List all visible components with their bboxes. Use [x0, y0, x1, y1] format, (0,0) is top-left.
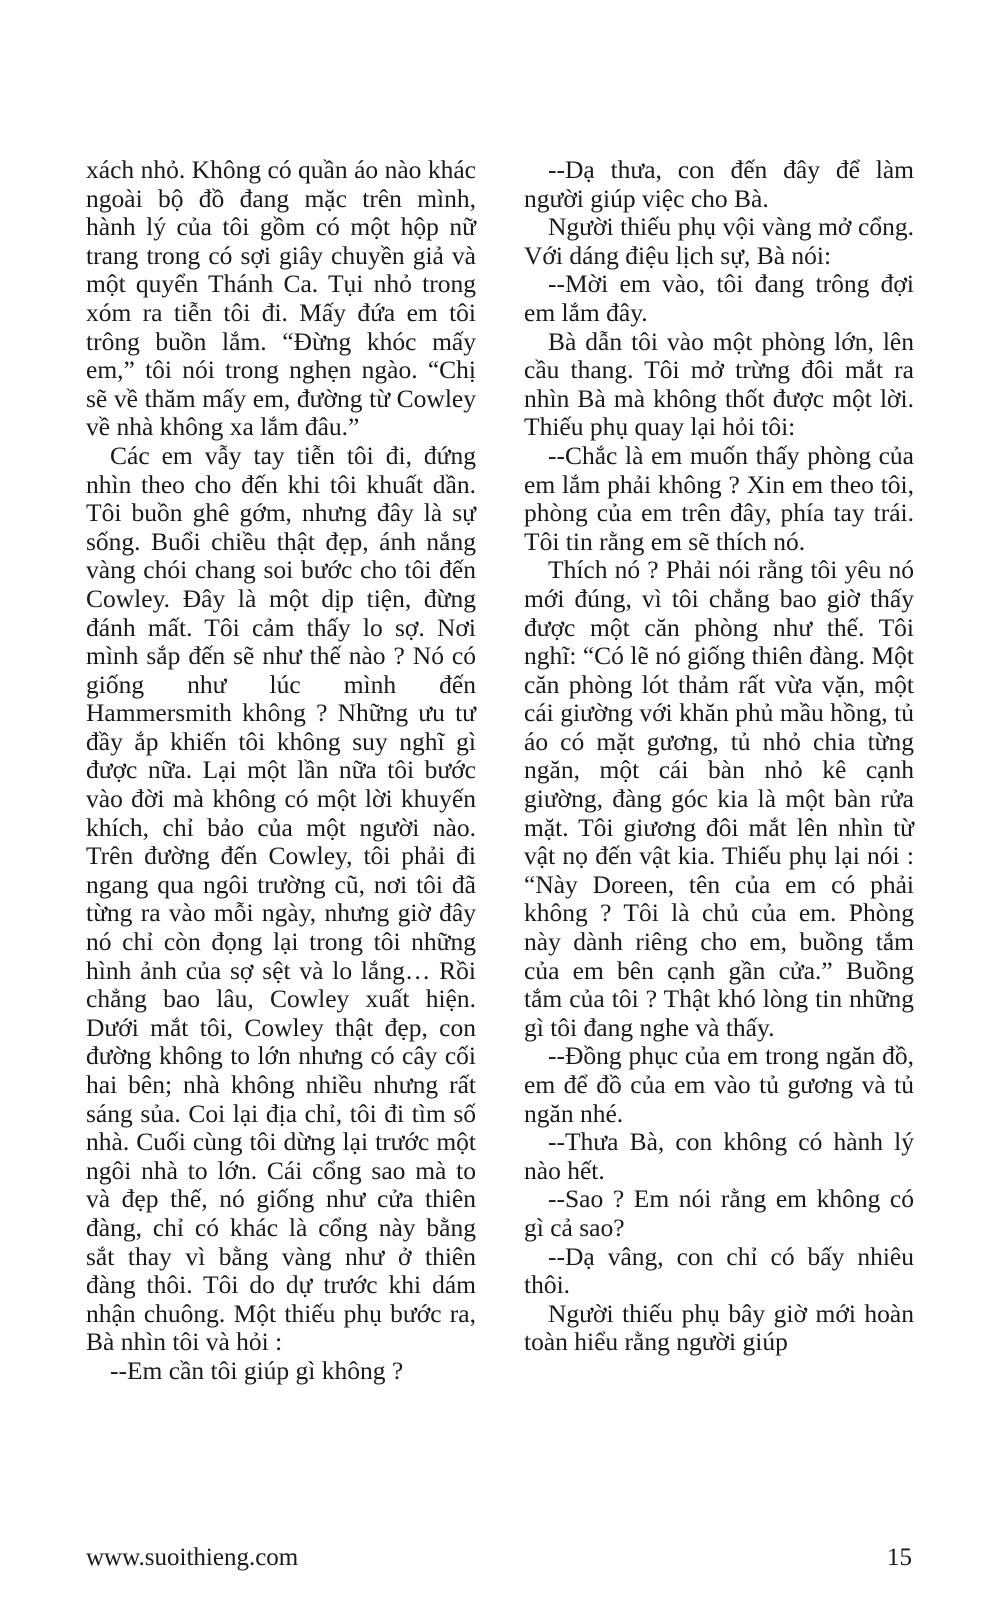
paragraph: --Đồng phục của em trong ngăn đồ, em để đồ của em vào tủ gương và tủ ngăn nhé.: [524, 1041, 914, 1128]
footer-website: www.suoithieng.com: [86, 1544, 299, 1571]
paragraph: --Sao ? Em nói rằng em không có gì cả sao?: [524, 1184, 914, 1242]
paragraph: --Em cần tôi giúp gì không ?: [110, 1355, 404, 1385]
paragraph: --Dạ thưa, con đến đây để làm người giúp việc cho Bà.: [524, 155, 914, 213]
left-text-column: [86, 156, 476, 1386]
paragraph: --Thưa Bà, con không có hành lý nào hết.: [524, 1127, 914, 1185]
page-number: 15: [887, 1544, 912, 1571]
right-text-column: [524, 156, 914, 1357]
paragraph: --Mời em vào, tôi đang trông đợi em lắm đây.: [524, 269, 914, 327]
paragraph: Người thiếu phụ vội vàng mở cổng. Với dáng điệu lịch sự, Bà nói:: [524, 212, 914, 270]
paragraph: Bà dẫn tôi vào một phòng lớn, lên cầu thang. Tôi mở trừng đôi mắt ra nhìn Bà mà không thốt được một lời. Thiếu phụ quay lại hỏi tôi:: [524, 326, 914, 442]
paragraph: Thích nó ? Phải nói rằng tôi yêu nó mới đúng, vì tôi chẳng bao giờ thấy được một căn phòng như thế. Tôi nghĩ: “Có lẽ nó giống thiên đàng. Một căn phòng lót thảm rất vừa vặn, một cái giường với khăn phủ mầu hồng, tủ áo có mặt gương, tủ nhỏ chia từng ngăn, một cái bàn nhỏ kê cạnh giường, đàng góc kia là một bàn rửa mặt. Tôi giương đôi mắt lên nhìn từ vật nọ đến vật kia. Thiếu phụ lại nói : “Này Doreen, tên của em có phải không ? Tôi là chủ của em. Phòng này dành riêng cho em, buồng tắm của em bên cạnh gần cửa.” Buồng tắm của tôi ? Thật khó lòng tin những gì tôi đang nghe và thấy.: [524, 555, 914, 1042]
paragraph: --Dạ vâng, con chỉ có bấy nhiêu thôi.: [524, 1241, 914, 1300]
paragraph: Các em vẫy tay tiễn tôi đi, đứng nhìn theo cho đến khi tôi khuất dần. Tôi buồn ghê gớm, nhưng đây là sự sống. Buổi chiều thật đẹp, ánh nắng vàng chói chang soi bước cho tôi đến Cowley. Đây là một dịp tiện, đừng đánh mất. Tôi cảm thấy lo sợ. Nơi mình sắp đến sẽ như thế nào ? Nó có giống như lúc mình đến Hammersmith không ? Những ưu tư đầy ắp khiến tôi không suy nghĩ gì được nữa. Lại một lần nữa tôi bước vào đời mà không có một lời khuyến khích, chỉ bảo của một người nào. Trên đường đến Cowley, tôi phải đi ngang qua ngôi trường cũ, nơi tôi đã từng ra vào mỗi ngày, nhưng giờ đây nó chỉ còn đọng lại trong tôi những hình ảnh của sợ sệt và lo lắng… Rồi chẳng bao lâu, Cowley xuất hiện. Dưới mắt tôi, Cowley thật đẹp, con đường không to lớn nhưng có cây cối hai bên; nhà không nhiều nhưng rất sáng sủa. Coi lại địa chỉ, tôi đi tìm số nhà. Cuối cùng tôi dừng lại trước một ngôi nhà to lớn. Cái cổng sao mà to và đẹp thế, nó giống như cửa thiên đàng, chỉ có khác là cổng này bằng sắt thay vì bằng vàng như ở thiên đàng thôi. Tôi do dự trước khi dám nhận chuông. Một thiếu phụ bước ra, Bà nhìn tôi và hỏi :: [86, 440, 476, 1357]
paragraph: Người thiếu phụ bây giờ mới hoàn toàn hiểu rằng người giúp: [524, 1298, 914, 1357]
paragraph: --Chắc là em muốn thấy phòng của em lắm phải không ? Xin em theo tôi, phòng của em trên đây, phía tay trái. Tôi tin rằng em sẽ thích nó.: [524, 440, 914, 556]
paragraph: xách nhỏ. Không có quần áo nào khác ngoài bộ đồ đang mặc trên mình, hành lý của tôi gồm có một hộp nữ trang trong có sợi giây chuyền giả và một quyển Thánh Ca. Tụi nhỏ trong xóm ra tiễn tôi đi. Mấy đứa em tôi trông buồn lắm. “Đừng khóc mấy em,” tôi nói trong nghẹn ngào. “Chị sẽ về thăm mấy em, đường từ Cowley về nhà không xa lắm đâu.”: [86, 155, 476, 442]
